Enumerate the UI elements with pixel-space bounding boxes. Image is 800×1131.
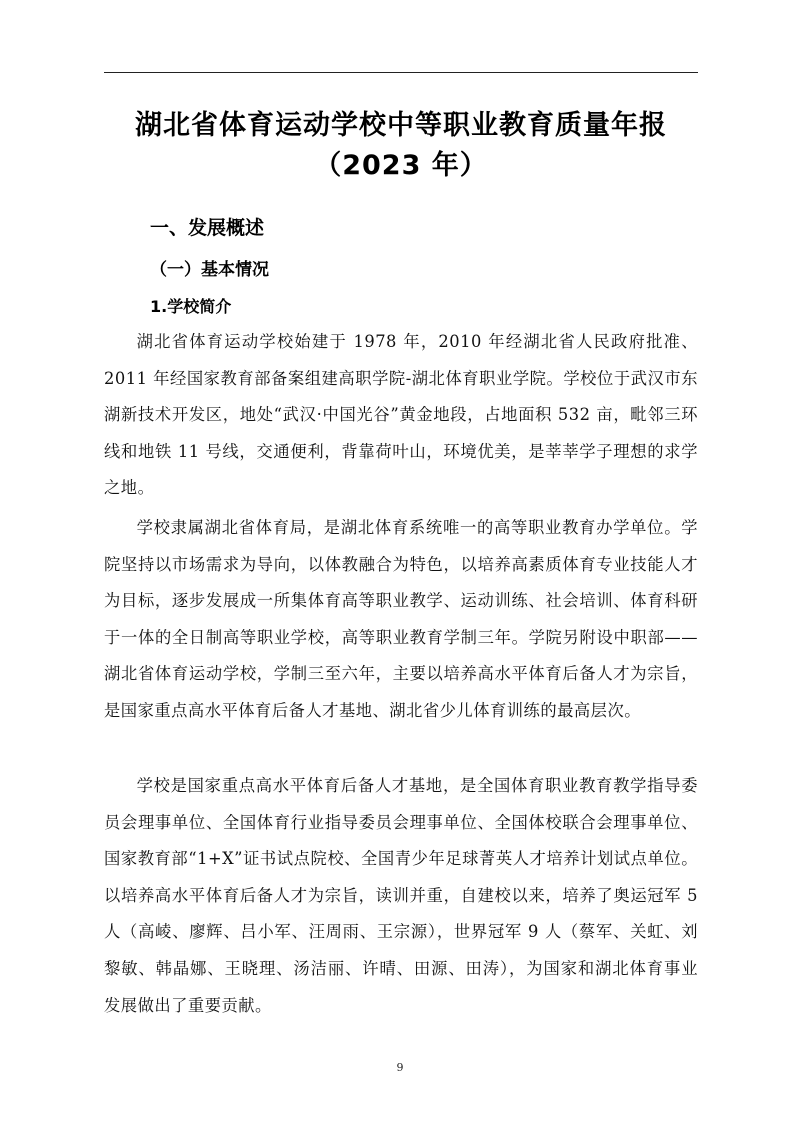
document-year: （2023 年） [314,150,488,181]
document-title: 湖北省体育运动学校中等职业教育质量年报 [135,110,667,141]
paragraph-affiliation: 学校隶属湖北省体育局，是湖北体育系统唯一的高等职业教育办学单位。学院坚持以市场需求为导向，以体教融合为特色，以培养高素质体育专业技能人才为目标，逐步发展成一所集体育高等职业教学、运动训练、社会培训、体育科研于一体的全日制高等职业学校，高等职业教育学制三年。学院另附设中职部——湖北省体育运动学校，学制三至六年，主要以培养高水平体育后备人才为宗旨，是国家重点高水平体育后备人才基地、湖北省少儿体育训练的最高层次。 [104,518,698,720]
paragraph-achievements: 学校是国家重点高水平体育后备人才基地，是全国体育职业教育教学指导委员会理事单位、全国体育行业指导委员会理事单位、全国体校联合会理事单位、国家教育部“1+X”证书试点院校、全国青少年足球菁英人才培养计划试点单位。以培养高水平体育后备人才为宗旨，读训并重，自建校以来，培养了奥运冠军 5 人（高崚、廖辉、吕小军、汪周雨、王宗源），世界冠军 9 人（蔡军、关虹、刘黎敏、韩晶娜、王晓理、汤洁丽、许晴、田源、田涛），为国家和湖北体育事业发展做出了重要贡献。 [104,776,698,1015]
header-rule [104,72,698,73]
page-number: 9 [396,1061,404,1074]
section-heading: 一、发展概述 [150,217,265,239]
subsubsection-heading: 1.学校简介 [150,297,232,316]
subsection-heading: （一）基本情况 [150,260,269,280]
paragraph-intro: 湖北省体育运动学校始建于 1978 年，2010 年经湖北省人民政府批准、2011 年经国家教育部备案组建高职学院-湖北体育职业学院。学校位于武汉市东湖新技术开发区，地处“武汉·中国光谷”黄金地段，占地面积 532 亩，毗邻三环线和地铁 11 号线，交通便利，背靠荷叶山，环境优美，是莘莘学子理想的求学之地。 [104,332,698,498]
